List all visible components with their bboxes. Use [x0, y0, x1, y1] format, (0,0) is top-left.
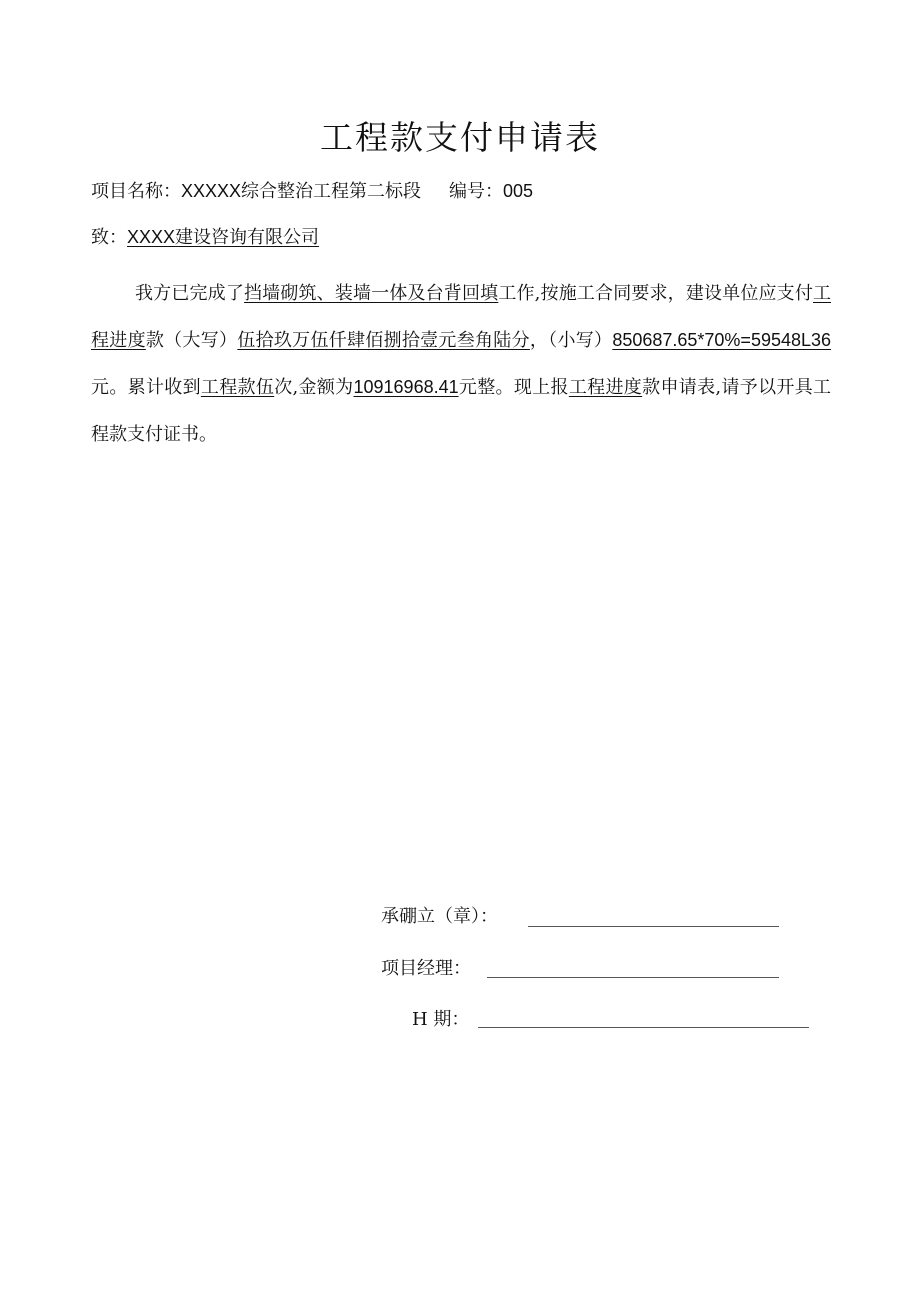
- application-body: [91, 270, 831, 458]
- document-title: 工程款支付申请表: [320, 118, 600, 157]
- project-code: XXXXX: [181, 181, 242, 201]
- report-type: 工程进度: [568, 377, 643, 398]
- project-manager-label: 项目经理：: [381, 958, 471, 979]
- amount-in-words: 伍拾玖万伍仟肆佰捌拾壹元叁角陆分: [237, 330, 530, 351]
- recipient-company: [127, 227, 319, 248]
- body-text: 款申请表,请予以开具工程款支付证书。: [91, 377, 832, 445]
- date-signature-line[interactable]: [478, 1027, 809, 1028]
- completed-work-items: 挡墙砌筑、装墙一体及台背回填: [244, 283, 499, 304]
- contractor-signature-line[interactable]: [528, 926, 779, 927]
- number-label: 编号：: [449, 181, 504, 202]
- project-manager-signature-line[interactable]: [487, 977, 779, 978]
- body-text: ，（小写）: [529, 330, 613, 351]
- date-label: H 期：: [412, 1009, 470, 1030]
- recipient-company-name: 建设咨询有限公司: [175, 227, 320, 248]
- recipient-line: [91, 224, 319, 251]
- received-times: 伍: [255, 377, 275, 398]
- body-text: 工作,按施工合同要求，建设单位应支付: [498, 283, 814, 304]
- project-name-label: 项目名称：: [91, 181, 181, 202]
- recipient-code: XXXX: [127, 227, 176, 247]
- received-type: 工程款: [200, 377, 256, 398]
- body-text: 我方已完成了: [135, 283, 244, 304]
- recipient-label: 致：: [91, 227, 127, 248]
- body-text: 元。累计收到: [91, 377, 201, 398]
- number-value: 005: [503, 181, 534, 201]
- contractor-seal-label: 承硼立（章）：: [381, 906, 498, 927]
- body-text: 款（大写）: [145, 330, 238, 351]
- project-name: 综合整治工程第二标段: [241, 181, 422, 202]
- body-text: 次,金额为: [274, 377, 354, 398]
- project-line: [91, 178, 533, 205]
- amount-in-figures: 850687.65*70%=59548L36: [612, 330, 832, 350]
- received-amount: 10916968.41: [353, 377, 459, 397]
- payment-type: 工程进度: [91, 283, 832, 351]
- body-text: 元整。现上报: [458, 377, 569, 398]
